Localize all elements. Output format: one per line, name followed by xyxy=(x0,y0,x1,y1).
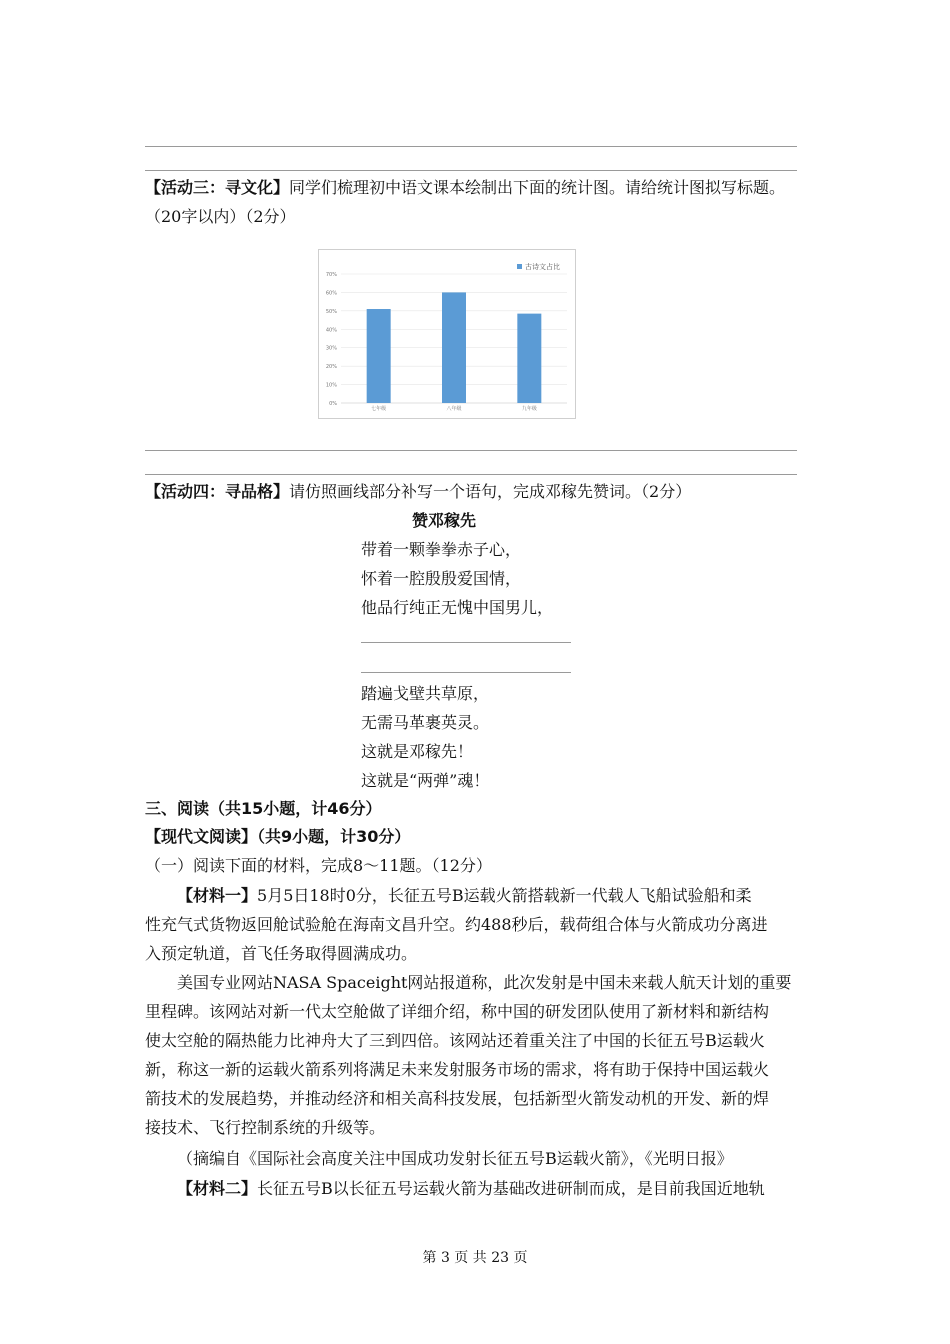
y-tick-label: 60% xyxy=(325,290,337,297)
activity4-text: 请仿照画线部分补写一个语句，完成邓稼先赞词。（2分） xyxy=(289,482,692,501)
y-tick-label: 0% xyxy=(329,401,337,407)
y-tick-label: 40% xyxy=(325,327,337,334)
bar-chart xyxy=(318,249,576,419)
answer-line xyxy=(145,474,797,475)
answer-line xyxy=(145,170,797,171)
material1-line: 接技术、飞行控制系统的升级等。 xyxy=(145,1118,386,1137)
section-heading: 三、阅读（共15小题，计46分） xyxy=(145,799,382,818)
material1-line: 新，称这一新的运载火箭系列将满足未来发射服务市场的需求，将有助于保持中国运载火 xyxy=(145,1060,770,1079)
legend-swatch xyxy=(517,264,522,269)
chart-svg xyxy=(319,250,575,418)
bar xyxy=(367,309,391,403)
activity3-text: 同学们梳理初中语文课本绘制出下面的统计图。请给统计图拟写标题。 xyxy=(289,178,786,197)
x-tick-label: 九年级 xyxy=(521,406,537,412)
answer-line xyxy=(145,450,797,451)
poem-line: 这就是“两弹”魂！ xyxy=(361,771,490,790)
y-tick-label: 70% xyxy=(325,272,337,278)
material1-line: 箭技术的发展趋势，并推动经济和相关高科技发展，包括新型火箭发动机的开发、新的焊 xyxy=(145,1089,770,1108)
poem-line: 无需马革裹英灵。 xyxy=(361,713,490,732)
part-heading: （一）阅读下面的材料，完成8～11题。（12分） xyxy=(145,856,492,875)
y-tick-label: 50% xyxy=(325,308,337,315)
y-tick-label: 10% xyxy=(325,382,337,389)
legend-label: 古诗文占比 xyxy=(525,263,560,271)
material1-text: 5月5日18时0分，长征五号B运载火箭搭载新一代载人飞船试验船和柔 xyxy=(257,886,752,905)
y-tick-label: 30% xyxy=(325,345,337,352)
material2-line xyxy=(177,1178,765,1200)
material1-line: 性充气式货物返回舱试验舱在海南文昌升空。约488秒后，载荷组合体与火箭成功分离进 xyxy=(145,915,768,934)
bar xyxy=(517,314,541,403)
x-tick-label: 八年级 xyxy=(446,406,462,412)
bar xyxy=(442,292,466,403)
activity3-label: 【活动三：寻文化】 xyxy=(145,178,290,197)
material1-source: （摘编自《国际社会高度关注中国成功发射长征五号B运载火箭》，《光明日报》 xyxy=(177,1149,733,1168)
activity4-paragraph xyxy=(145,481,691,503)
material2-text: 长征五号B以长征五号运载火箭为基础改进研制而成，是目前我国近地轨 xyxy=(257,1179,765,1198)
poem-line: 带着一颗拳拳赤子心， xyxy=(361,540,522,559)
poem-title: 赞邓稼先 xyxy=(412,511,477,530)
x-tick-label: 七年级 xyxy=(371,406,387,412)
activity3-paragraph xyxy=(145,177,785,199)
material1-line: 入预定轨道，首飞任务取得圆满成功。 xyxy=(145,944,418,963)
poem-line: 怀着一腔殷殷爱国情， xyxy=(361,569,522,588)
poem-line: 踏遍戈壁共草原， xyxy=(361,684,490,703)
poem-blank-line[interactable] xyxy=(361,672,571,673)
answer-line xyxy=(145,146,797,147)
material1-line: 里程碑。该网站对新一代太空舱做了详细介绍，称中国的研发团队使用了新材料和新结构 xyxy=(145,1002,770,1021)
material1-line xyxy=(177,885,752,907)
material1-label: 【材料一】 xyxy=(177,886,258,905)
material2-label: 【材料二】 xyxy=(177,1179,258,1198)
material1-line: 使太空舱的隔热能力比神舟大了三到四倍。该网站还着重关注了中国的长征五号B运载火 xyxy=(145,1031,765,1050)
sub-heading: 【现代文阅读】（共9小题，计30分） xyxy=(145,827,411,846)
poem-line: 他品行纯正无愧中国男儿， xyxy=(361,598,554,617)
poem-blank-line[interactable] xyxy=(361,642,571,643)
y-tick-label: 20% xyxy=(325,364,337,371)
activity4-label: 【活动四：寻品格】 xyxy=(145,482,290,501)
activity3-note: （20字以内）（2分） xyxy=(145,207,296,226)
poem-line: 这就是邓稼先！ xyxy=(361,742,474,761)
page-footer: 第 3 页 共 23 页 xyxy=(422,1250,528,1266)
material1-line: 美国专业网站NASA Spaceight网站报道称，此次发射是中国未来载人航天计划的重要 xyxy=(177,973,792,992)
